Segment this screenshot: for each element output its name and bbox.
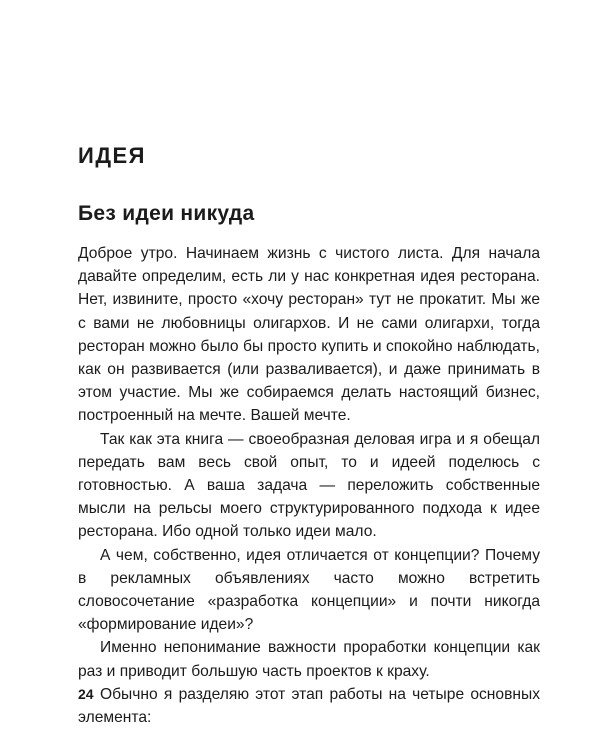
paragraph: А чем, собственно, идея отличается от концепции? Почему в рекламных объявлениях часто можно встретить словосочетание «разработка концепции» и почти никогда «формирование идеи»?	[78, 546, 540, 634]
paragraph: Так как эта книга — своеобразная деловая игра и я обещал передать вам весь свой опыт, то и идеей поделюсь с готовностью. А ваша задача — переложить собственные мысли на рельсы моего структурированного подхода к идее ресторана. Ибо одной только идеи мало.	[78, 430, 540, 541]
body-text	[78, 242, 540, 729]
page-number: 24	[78, 686, 94, 702]
section-title: Без идеи никуда	[78, 202, 255, 225]
paragraph: Доброе утро. Начинаем жизнь с чистого листа. Для начала давайте определим, есть ли у нас конкретная идея ресторана. Нет, извините, просто «хочу ресторан» тут не прокатит. Мы же с вами не любовницы олигархов. И не сами олигархи, тогда ресторан можно было бы просто купить и спокойно наблюдать, как он развивается (или разваливается), и даже принимать в этом участие. Мы же собираемся делать настоящий бизнес, построенный на мечте. Вашей мечте.	[78, 245, 540, 425]
paragraph: Именно непонимание важности проработки концепции как раз и приводит большую часть проектов к краху.	[78, 639, 540, 680]
paragraph: Обычно я разделяю этот этап работы на четыре основных элемента:	[78, 685, 540, 727]
chapter-title: ИДЕЯ	[78, 143, 146, 168]
